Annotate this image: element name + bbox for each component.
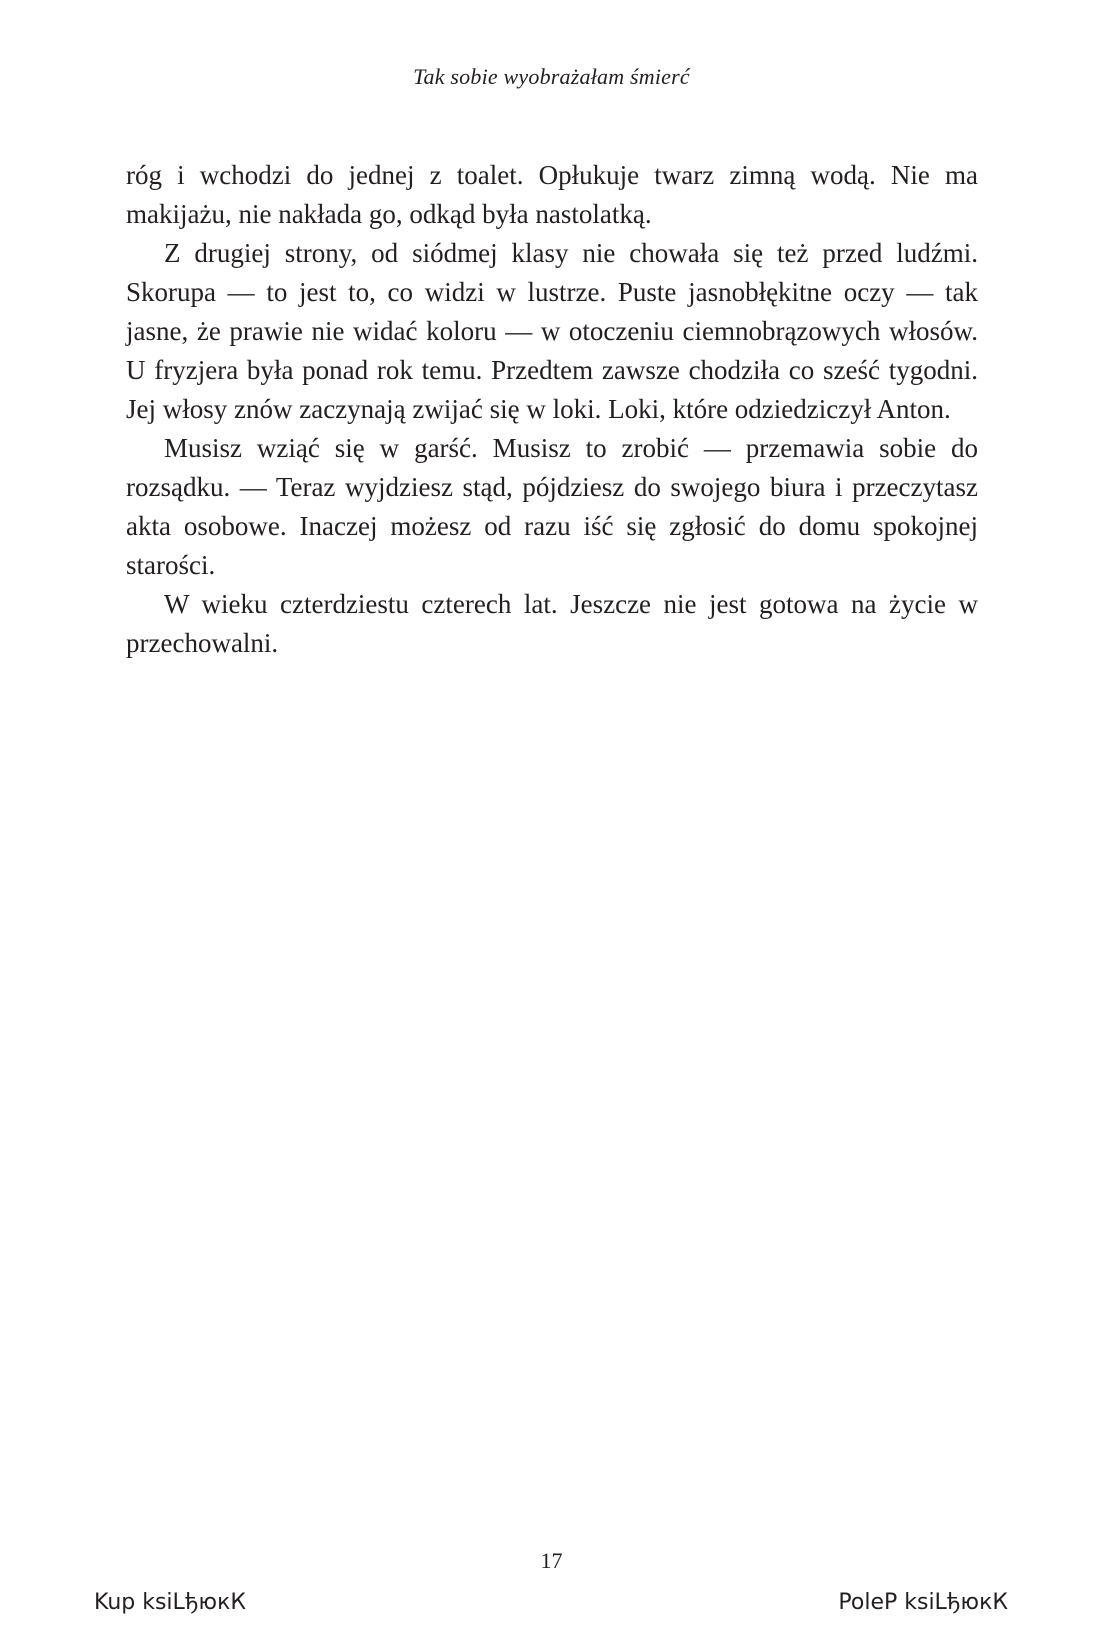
paragraph: róg i wchodzi do jednej z toalet. Opłukuje twarz zimną wodą. Nie ma makijażu, nie nakłada go, odkąd była nastolatką. — [126, 160, 978, 229]
buy-book-link[interactable]: Kup ksiLђюкК — [94, 1590, 246, 1615]
recommend-book-link[interactable]: PoleP ksiLђюкК — [838, 1590, 1008, 1615]
paragraph: Musisz wziąć się w garść. Musisz to zrobić — przemawia sobie do rozsądku. — Teraz wyjdziesz stąd, pójdziesz do swojego biura i przeczytasz akta osobowe. Inaczej możesz od razu iść się zgłosić do domu spokojnej starości. — [126, 433, 978, 580]
paragraph: W wieku czterdziestu czterech lat. Jeszcze nie jest gotowa na życie w przechowalni. — [126, 589, 978, 658]
paragraph: Z drugiej strony, od siódmej klasy nie chowała się też przed ludźmi. Skorupa — to jest to, co widzi w lustrze. Puste jasnobłękitne oczy — tak jasne, że prawie nie widać koloru — w otoczeniu ciemnobrązowych włosów. U fryzjera była ponad rok temu. Przedtem zawsze chodziła co sześć tygodni. Jej włosy znów zaczynają zwijać się w loki. Loki, które odziedziczył Anton. — [126, 238, 978, 424]
running-header: Tak sobie wyobrażałam śmierć — [413, 64, 690, 89]
page-number: 17 — [540, 1548, 563, 1573]
page-body — [126, 156, 978, 663]
